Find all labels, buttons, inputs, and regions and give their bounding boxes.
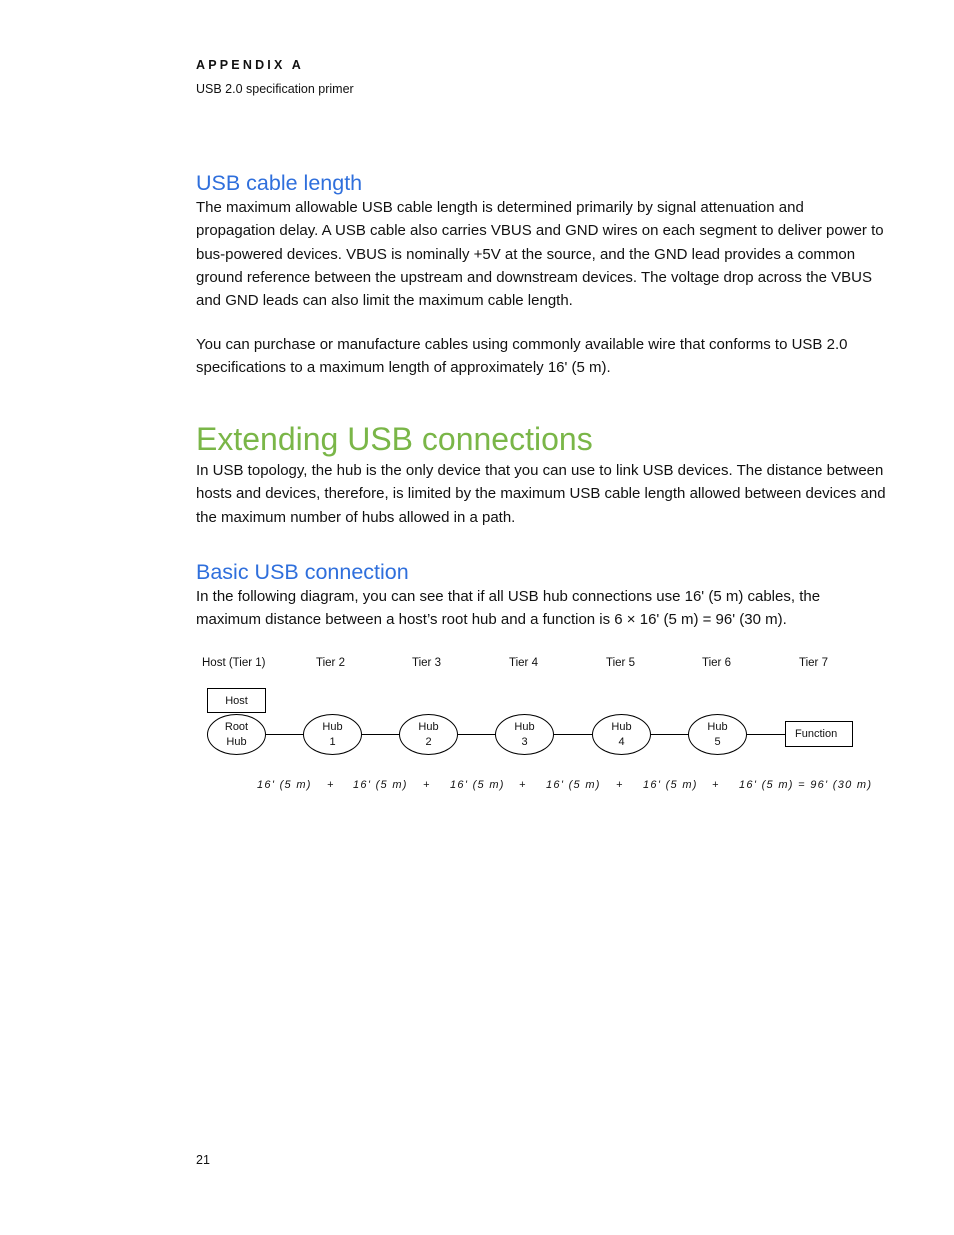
tier-label: Tier 6 <box>702 657 731 669</box>
heading-extending-usb: Extending USB connections <box>196 421 593 457</box>
cable-line <box>747 734 785 735</box>
hub-node <box>688 714 747 755</box>
plus-sign: + <box>712 779 720 791</box>
tier-label: Tier 2 <box>316 657 345 669</box>
appendix-label: APPENDIX A <box>196 58 304 72</box>
paragraph-extending: In USB topology, the hub is the only device that you can use to link USB devices. The distance between hosts and devices, therefore, is limited by the maximum USB cable length allowed between devices and the maximum number of hubs allowed in a path. <box>196 462 886 526</box>
cable-line <box>362 734 400 735</box>
paragraph-basic-connection: In the following diagram, you can see that if all USB hub connections use 16' (5 m) cables, the maximum distance between a host’s root hub and a function is 6 × 16' (5 m) = 96' (30 m). <box>196 588 821 629</box>
tier-label: Tier 5 <box>606 657 635 669</box>
hub-number: 3 <box>521 735 528 748</box>
hub-node <box>592 714 651 755</box>
tier-label: Tier 7 <box>799 657 828 669</box>
root-hub-label-2: Hub <box>226 735 247 748</box>
cable-line <box>266 734 304 735</box>
plus-sign: + <box>423 779 431 791</box>
tier-label: Tier 4 <box>509 657 538 669</box>
hub-number: 2 <box>425 735 432 748</box>
cable-line <box>458 734 496 735</box>
heading-usb-cable-length: USB cable length <box>196 171 363 195</box>
cable-line <box>554 734 592 735</box>
root-hub-label-1: Root <box>224 720 249 733</box>
segment-length: 16' (5 m) <box>643 779 698 791</box>
paragraph-cable-length-2: You can purchase or manufacture cables using commonly available wire that conforms to USB 2.0 specifications to a maximum length of approximately 16' (5 m). <box>196 336 848 377</box>
hub-name: Hub <box>611 720 632 733</box>
cable-line <box>651 734 689 735</box>
plus-sign: + <box>519 779 527 791</box>
segment-length: 16' (5 m) <box>450 779 505 791</box>
tier-label: Host (Tier 1) <box>202 657 266 669</box>
segment-length-total: 16' (5 m) = 96' (30 m) <box>739 779 873 791</box>
hub-node <box>495 714 554 755</box>
plus-sign: + <box>616 779 624 791</box>
host-box-label: Host <box>225 694 248 707</box>
root-hub-node <box>207 714 266 755</box>
heading-basic-connection: Basic USB connection <box>196 560 409 584</box>
hub-name: Hub <box>707 720 728 733</box>
page-number: 21 <box>196 1153 210 1167</box>
hub-name: Hub <box>418 720 439 733</box>
tier-label: Tier 3 <box>412 657 441 669</box>
hub-number: 5 <box>714 735 721 748</box>
hub-name: Hub <box>514 720 535 733</box>
plus-sign: + <box>327 779 335 791</box>
segment-length: 16' (5 m) <box>257 779 312 791</box>
hub-number: 4 <box>618 735 625 748</box>
host-box <box>207 688 266 713</box>
chapter-subtitle: USB 2.0 specification primer <box>196 82 354 96</box>
function-box-label: Function <box>795 728 838 740</box>
hub-node <box>303 714 362 755</box>
segment-length: 16' (5 m) <box>353 779 408 791</box>
hub-name: Hub <box>322 720 343 733</box>
hub-node <box>399 714 458 755</box>
paragraph-cable-length-1: The maximum allowable USB cable length is determined primarily by signal attenuation and propagation delay. A USB cable also carries VBUS and GND wires on each segment to deliver power to bus-powered devices. VBUS is nominally +5V at the source, and the GND lead provides a common ground reference between the upstream and downstream devices. The voltage drop across the VBUS and GND leads can also limit the maximum cable length. <box>196 199 884 310</box>
hub-number: 1 <box>329 735 336 748</box>
segment-length: 16' (5 m) <box>546 779 601 791</box>
function-box <box>785 721 853 747</box>
